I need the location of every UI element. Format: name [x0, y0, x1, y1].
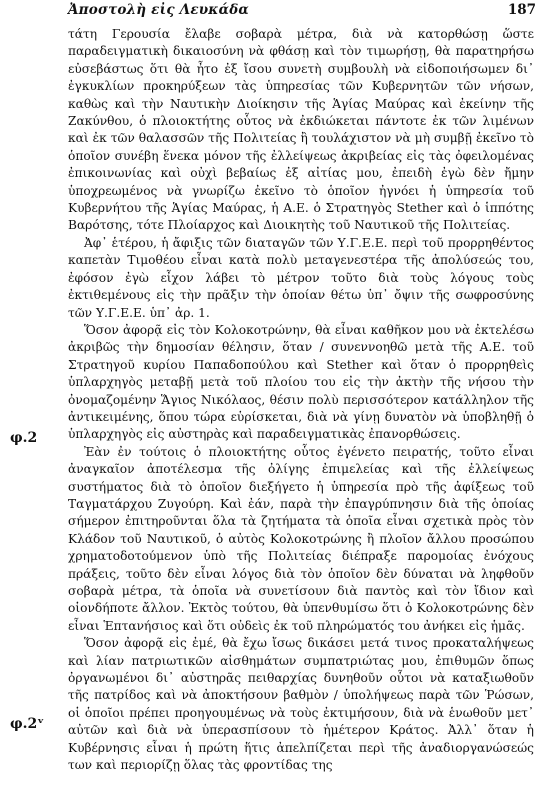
body-text: [68, 26, 534, 774]
paragraph-3: Ὅσον ἀφορᾷ εἰς τὸν Κολοκοτρώνην, θὰ εἶναι καθῆκον μου νὰ ἐκτελέσω ἀκριβῶς τὴν δημοσίαν θέλησιν, ὅταν / συνεννοηθῶ μετὰ τῆς Α.Ε. τοῦ Στρατηγοῦ κυρίου Παπαδοπούλου καὶ Stether καὶ ὅταν ὁ προρρηθεὶς ὑπλαρχηγὸς μεταβῇ μετὰ τοῦ πλοίου του εἰς τὴν ἀκτὴν τῆς νήσου τὴν ὀνομαζομένην Ἅγιος Νικόλαος, θέσιν πολὺ περισσότερον κατάλληλον τῆς ἀντικειμένης, ὅπου τώρα εὑρίσκεται, διὰ νὰ γίνῃ δυνατὸν νὰ ὑποβληθῇ ὁ ὑπλαρχηγὸς εἰς αὐστηρὰς καὶ παραδειγματικὰς ἐπανορθώσεις.: [68, 322, 534, 442]
page-number: 187: [507, 2, 536, 18]
paragraph-4: Ἐὰν ἐν τούτοις ὁ πλοιοκτήτης οὗτος ἐγένετο πειρατής, τοῦτο εἶναι ἀναγκαῖον ἀποτέλεσμα τῆς ὀλίγης ἐπιμελείας καὶ τῆς ἐλλείψεως συστήματος διὰ τὸ ὁποῖον διεξήγετο ἡ ὑπηρεσία πρὸ τῆς ἀφίξεως τοῦ Ταγματάρχου Ζυγούρη. Καὶ ἐάν, παρὰ τὴν ἐπαγρύπνησιν διὰ τῆς ὁποίας σήμερον ἐπιτηροῦνται ὅλα τὰ ζητήματα τὰ ὁποῖα εἶναι σχετικὰ πρὸς τὸν Κλάδον τοῦ Ναυτικοῦ, ὁ αὐτὸς Κολοκοτρώνης ἢ πλοῖον ἄλλου προσώπου χρηματοδοτούμενον ὑπὸ τῆς Πολιτείας διέπραξε παρομοίας ἐνόχους πράξεις, τοῦτο δὲν εἶναι λόγος διὰ τὸν ὁποῖον δὲν δύναται νὰ ληφθοῦν σοβαρὰ μέτρα, τὰ ὁποῖα νὰ συνετίσουν διὰ παντὸς καὶ τὸν ἴδιον καὶ οἱονδήποτε ἄλλον. Ἐκτὸς τούτου, θὰ ὑπενθυμίσω ὅτι ὁ Κολοκοτρώνης δὲν εἶναι Ἑπτανήσιος καὶ ὅτι οὐδεὶς ἐκ τοῦ πληρώματός του ἀνήκει εἰς ἡμᾶς.: [68, 444, 534, 633]
margin-note-folio-2: φ.2: [10, 430, 38, 446]
paragraph-2: Ἀφ᾽ ἑτέρου, ἡ ἄφιξις τῶν διαταγῶν τῶν Υ.Γ.Ε.Ε. περὶ τοῦ προρρηθέντος καπετὰν Τιμοθέου εἶναι κατὰ πολὺ μεταγενεστέρα τῆς ἀπολύσεώς του, ἐφόσον ἐγὼ εἶχον λάβει τὸ μέτρον τοῦτο διὰ τοὺς λόγους τοὺς ἐκτιθεμένους εἰς τὴν πρᾶξιν τὴν ὁποίαν θέτω ὑπ᾽ ὄψιν τῆς σωφροσύνης τῶν Υ.Γ.Ε.Ε. ὑπ᾽ ἀρ. 1.: [68, 235, 534, 320]
paragraph-5: Ὅσον ἀφορᾷ εἰς ἐμέ, θὰ ἔχω ἴσως δικάσει μετά τινος προκαταλήψεως καὶ λίαν πατριωτικῶν αἰσθημάτων συμπατριώτας μου, ἐπιθυμῶν ὅπως ὀργανωμένοι δι᾽ αὐστηρᾶς πειθαρχίας δυνηθοῦν οὗτοι νὰ καταξιωθοῦν τῆς πατρίδος καὶ νὰ ἀποκτήσουν βαθμὸν / ὑπολήψεως παρὰ τῶν Ῥώσων, οἱ ὁποῖοι πρέπει προηγουμένως νὰ τοὺς ἐκτιμήσουν, διὰ νὰ ἑνωθοῦν μετ᾽ αὐτῶν καὶ διὰ νὰ ὑπερασπίσουν τὸ ἡμέτερον Κράτος. Ἀλλ᾽ ὅταν ἡ Κυβέρνησις εἶναι ἡ πρώτη ἥτις ἀπελπίζεται περὶ τῆς ἀναδιοργανώσεώς των καὶ περιορίζῃ ὅλας τὰς φροντίδας της: [68, 636, 534, 773]
page-header: [68, 2, 536, 24]
paragraph-1: τάτη Γερουσία ἔλαβε σοβαρὰ μέτρα, διὰ νὰ κατορθώσῃ ὥστε παραδειγματικὴ δικαιοσύνη νὰ φθάσῃ καὶ τὸν τιμωρήσῃ, θὰ παρατηρήσω εὐσεβάστως ὅτι θὰ ἦτο ἐξ ἴσου συνετὴ συμβουλὴ νὰ εἰδοποιήσωμεν δι᾽ ἐγκυκλίων προκηρύξεων τὰς ὑπηρεσίας τῶν Κυβερνητῶν τῶν νήσων, καθὼς καὶ τὴν Ναυτικὴν Διοίκησιν τῆς Ἁγίας Μαύρας καὶ ἐκείνην τῆς Ζακύνθου, ὁ πλοιοκτήτης οὗτος νὰ ἐκδιώκεται πάντοτε ἐκ τῶν λιμένων καὶ ἐκ τῶν θαλασσῶν τῆς Πολιτείας ἢ τουλάχιστον νὰ μὴ συμβῇ ἐκεῖνο τὸ ὁποῖον συνέβη ἕνεκα μόνον τῆς ἐλλείψεως ἀκριβείας εἰς τὰς ὀφειλομένας ἐπικοινωνίας καὶ οὐχὶ βεβαίως ἐξ αἰτίας μου, ἐπειδὴ ἐγὼ δὲν ἤμην ὑποχρεωμένος νὰ γνωρίζω ἐκεῖνο τὸ ὁποῖον ἠγνόει ἡ ὑπηρεσία τοῦ Κυβερνήτου τῆς Ἁγίας Μαύρας, ἡ Α.Ε. ὁ Στρατηγὸς Stether καὶ ὁ ἱππότης Βαρότσης, τότε Πλοίαρχος καὶ Διοικητὴς τοῦ Ναυτικοῦ τῆς Πολιτείας.: [68, 27, 534, 233]
running-head: Ἀποστολὴ εἰς Λευκάδα: [68, 2, 249, 18]
margin-note-folio-2-verso: φ.2ᵛ: [10, 716, 45, 732]
